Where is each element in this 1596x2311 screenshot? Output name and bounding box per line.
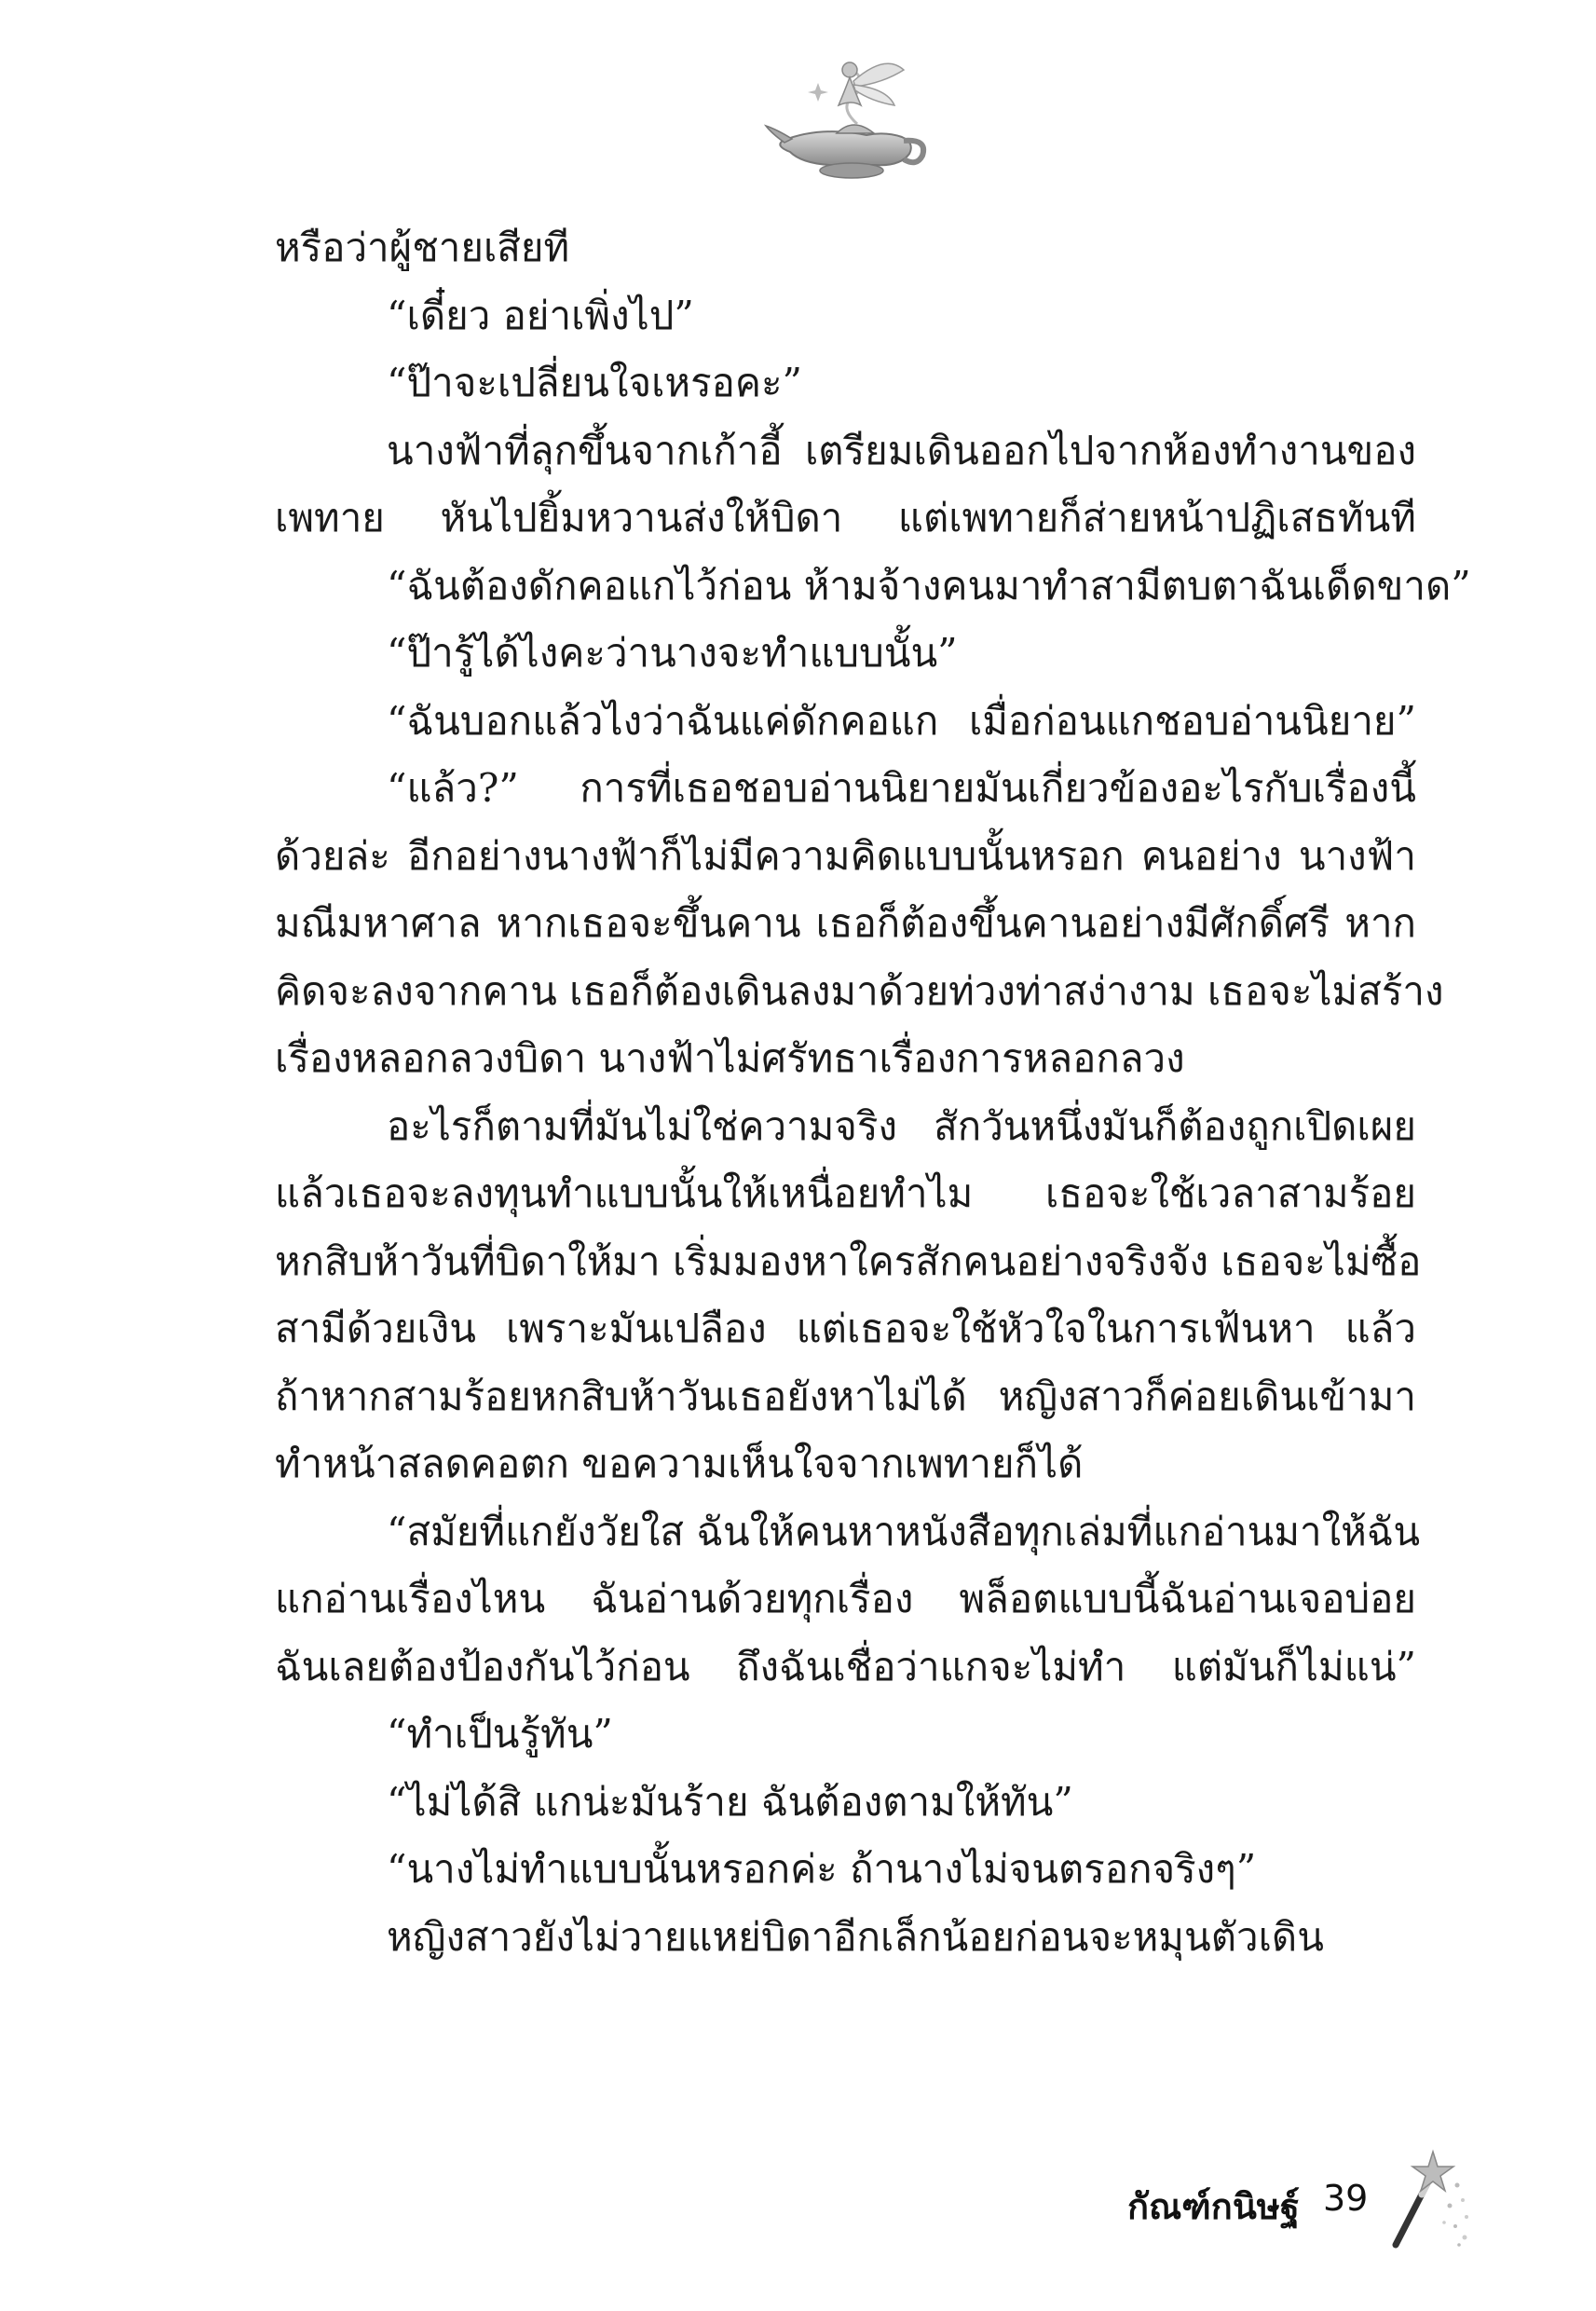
text-line: มณีมหาศาล หากเธอจะขึ้นคาน เธอก็ต้องขึ้นคานอย่างมีศักดิ์ศรี หาก: [275, 900, 1416, 946]
text-line: คิดจะลงจากคาน เธอก็ต้องเดินลงมาด้วยท่วงท่าสง่างาม เธอจะไม่สร้าง: [275, 967, 1444, 1014]
body-text: [275, 214, 1471, 1971]
text-line: อะไรก็ตามที่มันไม่ใช่ความจริง สักวันหนึ่งมันก็ต้องถูกเปิดเผย: [387, 1102, 1416, 1149]
page-footer: [988, 2148, 1472, 2250]
text-line: เพทาย หันไปยิ้มหวานส่งให้บิดา แต่เพทายก็ส่ายหน้าปฏิเสธทันที: [275, 495, 1416, 540]
text-line: “ไม่ได้สิ แกน่ะมันร้าย ฉันต้องตามให้ทัน”: [387, 1778, 1073, 1825]
text-line: “แล้ว?” การที่เธอชอบอ่านนิยายมันเกี่ยวข้องอะไรกับเรื่องนี้: [387, 765, 1416, 811]
lamp-with-fairy-icon: [764, 51, 932, 182]
text-line: “ป๊ารู้ได้ไงคะว่านางจะทำแบบนั้น”: [387, 630, 958, 676]
text-line: ทำหน้าสลดคอตก ขอความเห็นใจจากเพทายก็ได้: [275, 1441, 1084, 1486]
page-number: 39: [1323, 2178, 1369, 2219]
text-line: “ฉันต้องดักคอแกไว้ก่อน ห้ามจ้างคนมาทำสามีตบตาฉันเด็ดขาด”: [387, 562, 1471, 609]
text-line: “นางไม่ทำแบบนั้นหรอกค่ะ ถ้านางไม่จนตรอกจริงๆ”: [387, 1846, 1257, 1892]
magic-wand-icon: [1379, 2148, 1472, 2250]
text-line: “ทำเป็นรู้ทัน”: [387, 1711, 613, 1757]
text-line: ด้วยล่ะ อีกอย่างนางฟ้าก็ไม่มีความคิดแบบนั้นหรอก คนอย่าง นางฟ้า: [275, 832, 1416, 879]
text-line: “สมัยที่แกยังวัยใส ฉันให้คนหาหนังสือทุกเล่มที่แกอ่านมาให้ฉัน: [387, 1508, 1421, 1554]
text-line: “ฉันบอกแล้วไงว่าฉันแค่ดักคอแก เมื่อก่อนแกชอบอ่านนิยาย”: [387, 697, 1416, 744]
text-line: หญิงสาวยังไม่วายแหย่บิดาอีกเล็กน้อยก่อนจะหมุนตัวเดิน: [387, 1913, 1324, 1960]
book-title: กัณฑ์กนิษฐ์: [1127, 2186, 1300, 2227]
text-line: สามีด้วยเงิน เพราะมันเปลือง แต่เธอจะใช้หัวใจในการเฟ้นหา แล้ว: [275, 1306, 1416, 1351]
text-line: ถ้าหากสามร้อยหกสิบห้าวันเธอยังหาไม่ได้ หญิงสาวก็ค่อยเดินเข้ามา: [275, 1373, 1416, 1419]
text-line: หรือว่าผู้ชายเสียที: [275, 225, 570, 270]
text-line: ฉันเลยต้องป้องกันไว้ก่อน ถึงฉันเชื่อว่าแกจะไม่ทำ แต่มันก็ไม่แน่”: [275, 1643, 1416, 1689]
text-line: “เดี๋ยว อย่าเพิ่งไป”: [387, 292, 694, 338]
text-line: นางฟ้าที่ลุกขึ้นจากเก้าอี้ เตรียมเดินออกไปจากห้องทำงานของ: [387, 427, 1416, 473]
text-line: แกอ่านเรื่องไหน ฉันอ่านด้วยทุกเรื่อง พล็อตแบบนี้ฉันอ่านเจอบ่อย: [275, 1576, 1416, 1621]
text-line: หกสิบห้าวันที่บิดาให้มา เริ่มมองหาใครสักคนอย่างจริงจัง เธอจะไม่ซื้อ: [275, 1238, 1422, 1284]
text-line: เรื่องหลอกลวงบิดา นางฟ้าไม่ศรัทธาเรื่องการหลอกลวง: [275, 1035, 1185, 1081]
text-line: “ป๊าจะเปลี่ยนใจเหรอคะ”: [387, 360, 803, 405]
text-line: แล้วเธอจะลงทุนทำแบบนั้นให้เหนื่อยทำไม เธอจะใช้เวลาสามร้อย: [275, 1170, 1416, 1216]
